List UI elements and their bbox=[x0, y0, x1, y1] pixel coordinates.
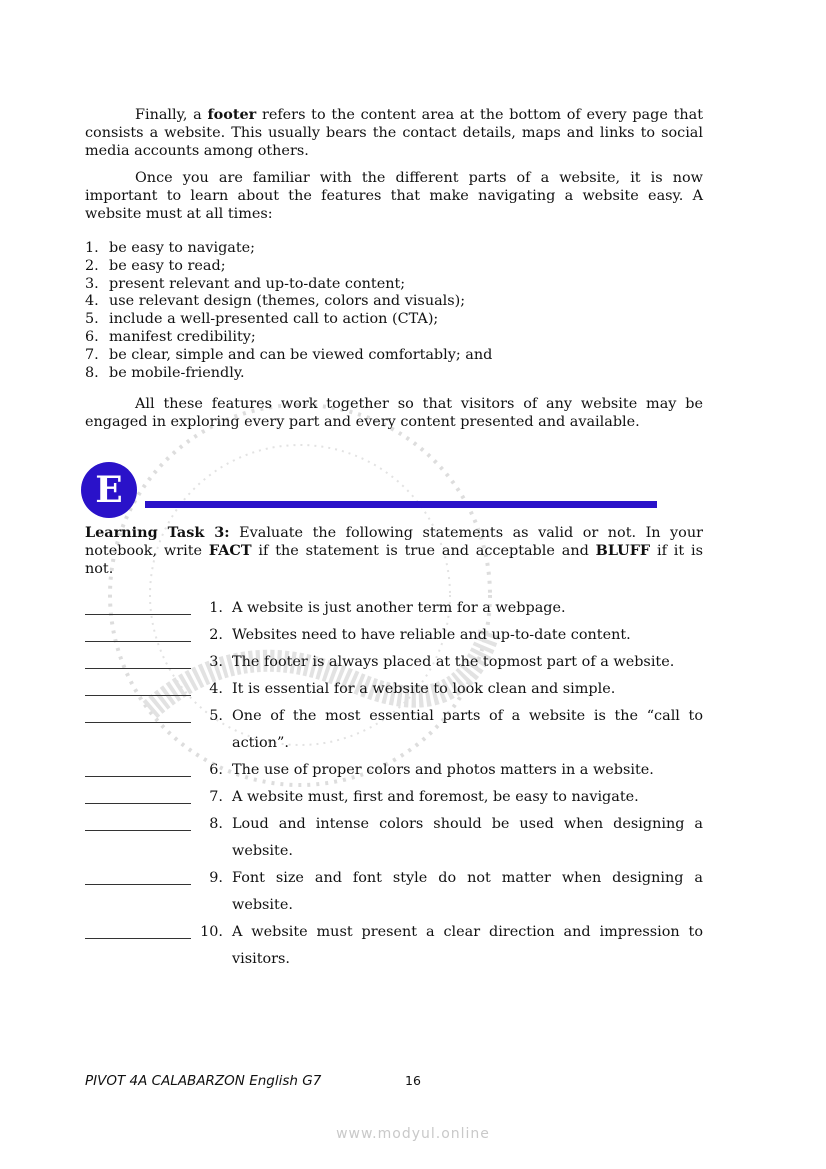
task-label: Learning Task 3: bbox=[85, 524, 230, 541]
footer-term: footer bbox=[207, 106, 257, 123]
answer-blank[interactable] bbox=[85, 676, 191, 703]
statements-list bbox=[85, 595, 703, 973]
list-item: 4. use relevant design (themes, colors and visuals); bbox=[85, 293, 466, 310]
list-item: 8. be mobile-friendly. bbox=[85, 364, 245, 381]
answer-blank[interactable] bbox=[85, 622, 191, 649]
statement-row: 7. A website must, first and foremost, be easy to navigate. bbox=[85, 784, 703, 811]
answer-blank[interactable] bbox=[85, 811, 191, 838]
statement-row: 1. A website is just another term for a webpage. bbox=[85, 595, 703, 622]
answer-blank[interactable] bbox=[85, 595, 191, 622]
statement-row: 8. Loud and intense colors should be used when designing a website. bbox=[85, 811, 703, 865]
closing-paragraph: All these features work together so that visitors of any website may be engaged in exploring every part and every content presented and available. bbox=[85, 396, 703, 430]
answer-blank[interactable] bbox=[85, 919, 191, 946]
answer-blank[interactable] bbox=[85, 703, 191, 730]
statement-row: 5. One of the most essential parts of a website is the “call to action”. bbox=[85, 703, 703, 757]
list-item: 5. include a well-presented call to action (CTA); bbox=[85, 311, 439, 328]
statement-row: 10. A website must present a clear direction and impression to visitors. bbox=[85, 919, 703, 973]
list-item: 2. be easy to read; bbox=[85, 257, 226, 274]
statement-row: 4. It is essential for a website to look clean and simple. bbox=[85, 676, 703, 703]
learning-task-instructions: Learning Task 3: Evaluate the following statements as valid or not. In your notebook, write FACT if the statement is true and acceptable and BLUFF if it is not. bbox=[85, 524, 703, 577]
answer-blank[interactable] bbox=[85, 757, 191, 784]
list-item: 7. be clear, simple and can be viewed comfortably; and bbox=[85, 346, 493, 363]
statement-row: 2. Websites need to have reliable and up-to-date content. bbox=[85, 622, 703, 649]
features-list bbox=[85, 240, 703, 382]
site-watermark: www.modyul.online bbox=[336, 1126, 490, 1142]
statement-row: 6. The use of proper colors and photos matters in a website. bbox=[85, 757, 703, 784]
list-item: 3. present relevant and up-to-date content; bbox=[85, 275, 406, 292]
footer-paragraph: Finally, a footer refers to the content area at the bottom of every page that consists a website. This usually bears the contact details, maps and links to social media accounts among others. bbox=[85, 106, 703, 159]
answer-blank[interactable] bbox=[85, 865, 191, 892]
section-e-badge: E bbox=[81, 462, 137, 518]
page-number: 16 bbox=[405, 1073, 421, 1088]
section-divider bbox=[145, 501, 657, 508]
features-intro-paragraph: Once you are familiar with the different parts of a website, it is now important to learn about the features that make navigating a website easy. A website must at all times: bbox=[85, 170, 703, 222]
list-item: 1. be easy to navigate; bbox=[85, 240, 256, 256]
answer-blank[interactable] bbox=[85, 649, 191, 676]
answer-blank[interactable] bbox=[85, 784, 191, 811]
module-title-footer: PIVOT 4A CALABARZON English G7 bbox=[85, 1073, 322, 1089]
statement-row: 9. Font size and font style do not matter when designing a website. bbox=[85, 865, 703, 919]
statement-row: 3. The footer is always placed at the topmost part of a website. bbox=[85, 649, 703, 676]
list-item: 6. manifest credibility; bbox=[85, 328, 256, 345]
